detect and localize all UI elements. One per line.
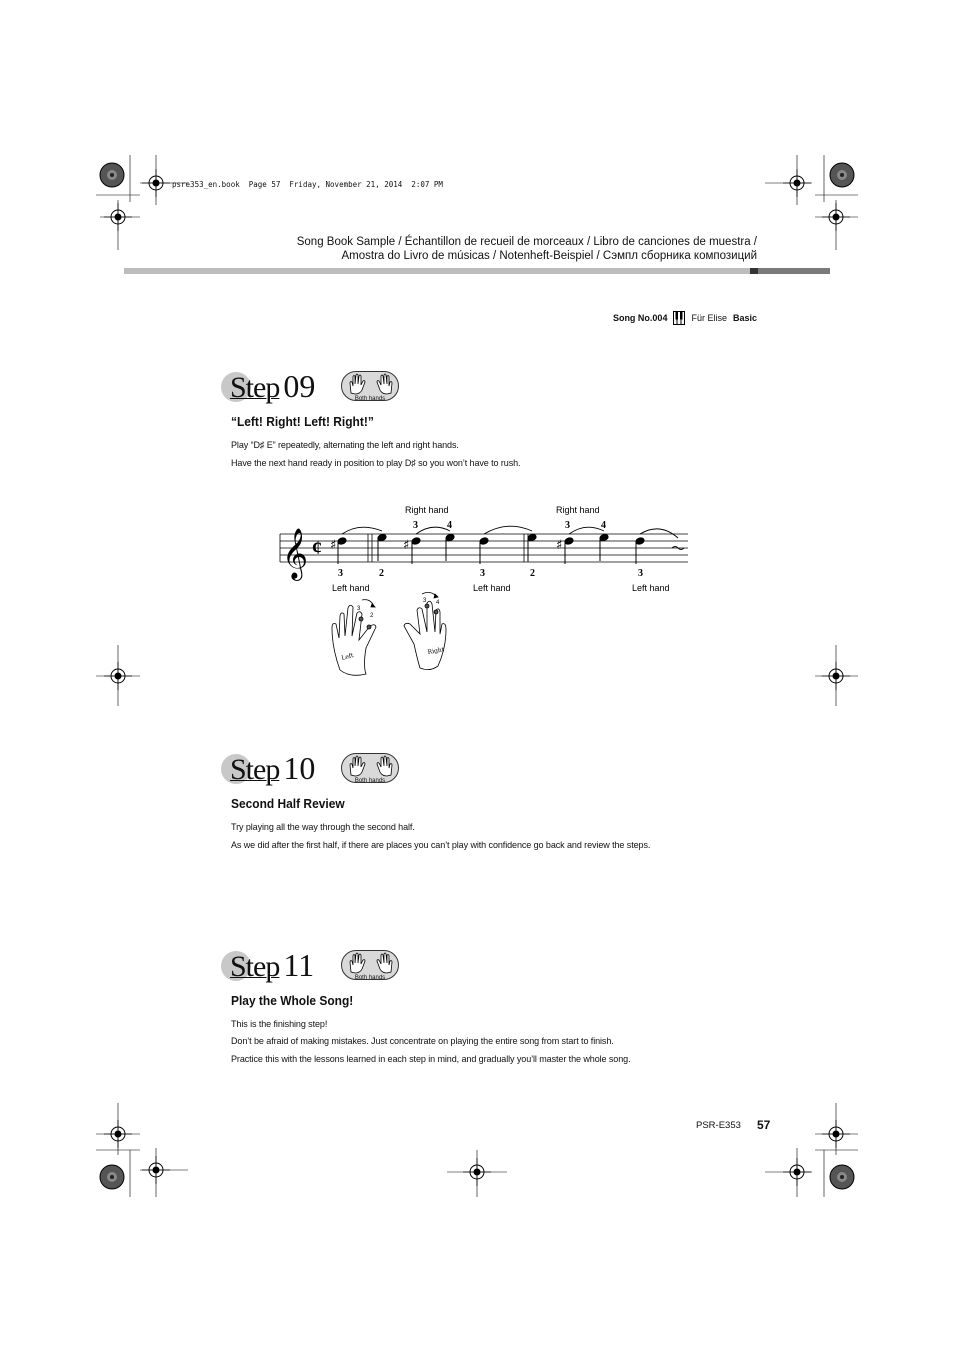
right-hand-label: Right hand — [405, 505, 449, 515]
finger-number: 3 — [413, 520, 418, 531]
step-11-section — [220, 947, 700, 1077]
step-word: Step — [230, 371, 280, 404]
step-number: 09 — [283, 368, 316, 404]
hand-name: Left — [340, 652, 355, 662]
both-hands-badge — [341, 371, 399, 401]
both-hands-icon — [347, 373, 395, 395]
both-hands-label: Both hands — [354, 975, 386, 981]
print-info: psre353_en.book Page 57 Friday, November 21, 2014 2:07 PM — [172, 180, 443, 189]
song-number: Song No.004 — [612, 313, 668, 323]
left-hand-label: Left hand — [332, 583, 370, 593]
both-hands-badge — [341, 950, 399, 980]
finger-number: 3 — [480, 568, 485, 579]
both-hands-label: Both hands — [354, 778, 386, 784]
header-line-2: Amostra do Livro de músicas / Notenheft-Beispiel / Сэмпл сборника композиций — [341, 250, 757, 262]
music-score — [270, 498, 700, 688]
step-text-line: Have the next hand ready in position to play D♯ so you won’t have to rush. — [231, 458, 521, 469]
finger-number: 2 — [530, 568, 535, 579]
step-text-line: Try playing all the way through the second half. — [231, 822, 415, 833]
note — [411, 537, 421, 546]
song-title: Für Elise — [691, 313, 727, 323]
step-heading: Second Half Review — [231, 796, 345, 811]
cut-time-symbol: ¢ — [312, 537, 322, 559]
page-number: 57 — [757, 1118, 771, 1132]
left-hand-label: Left hand — [473, 583, 511, 593]
hand-name: Right — [427, 646, 445, 656]
finger-number: 4 — [601, 520, 606, 531]
step-text-line: Practice this with the lessons learned in each step in mind, and gradually you’ll master the whole song. — [231, 1054, 631, 1065]
left-hand-illustration — [332, 600, 376, 676]
note — [445, 533, 455, 542]
step-word: Step — [230, 950, 280, 983]
finger-number: 3 — [638, 568, 643, 579]
hand-finger: 4 — [436, 600, 440, 606]
note — [599, 533, 609, 542]
treble-clef: 𝄞 — [282, 528, 309, 579]
hand-finger: 3 — [357, 606, 361, 612]
left-hand-label: Left hand — [632, 583, 670, 593]
note — [377, 533, 387, 542]
song-level: Basic — [732, 313, 757, 323]
both-hands-icon — [347, 755, 395, 777]
step-number: 11 — [283, 947, 315, 983]
keyboard-icon — [673, 311, 685, 325]
both-hands-badge — [341, 753, 399, 783]
step-number: 10 — [283, 750, 316, 786]
header-bar — [124, 268, 830, 274]
hand-finger: 3 — [423, 598, 427, 604]
step-text-line: This is the finishing step! — [231, 1019, 328, 1030]
step-heading: “Left! Right! Left! Right!” — [231, 414, 374, 429]
header-line-1: Song Book Sample / Échantillon de recueil de morceaux / Libro de canciones de muestra / — [296, 236, 757, 248]
finger-number: 2 — [379, 568, 384, 579]
step-09-section — [220, 368, 700, 478]
song-info — [613, 311, 757, 325]
finger-number: 3 — [565, 520, 570, 531]
footer-model: PSR-E353 — [696, 1120, 741, 1131]
svg-text:♯: ♯ — [403, 538, 410, 553]
both-hands-label: Both hands — [354, 396, 386, 402]
step-text-line: Play “D♯ E” repeatedly, alternating the left and right hands. — [231, 440, 459, 451]
step-word: Step — [230, 753, 280, 786]
hand-finger: 2 — [370, 613, 374, 619]
step-10-section — [220, 750, 700, 860]
note — [564, 537, 574, 546]
both-hands-icon — [347, 952, 395, 974]
note — [527, 533, 537, 542]
svg-text:♯: ♯ — [556, 538, 563, 553]
step-text-line: Don’t be afraid of making mistakes. Just concentrate on playing the entire song from start to finish. — [231, 1036, 614, 1047]
right-hand-label: Right hand — [556, 505, 600, 515]
note — [479, 537, 489, 546]
step-heading: Play the Whole Song! — [231, 993, 354, 1008]
svg-text:♯: ♯ — [330, 538, 337, 553]
note — [635, 537, 645, 546]
finger-number: 3 — [338, 568, 343, 579]
step-text-line: As we did after the first half, if there are places you can’t play with confidence go back and review the steps. — [231, 840, 651, 851]
note — [337, 537, 347, 546]
finger-number: 4 — [447, 520, 452, 531]
